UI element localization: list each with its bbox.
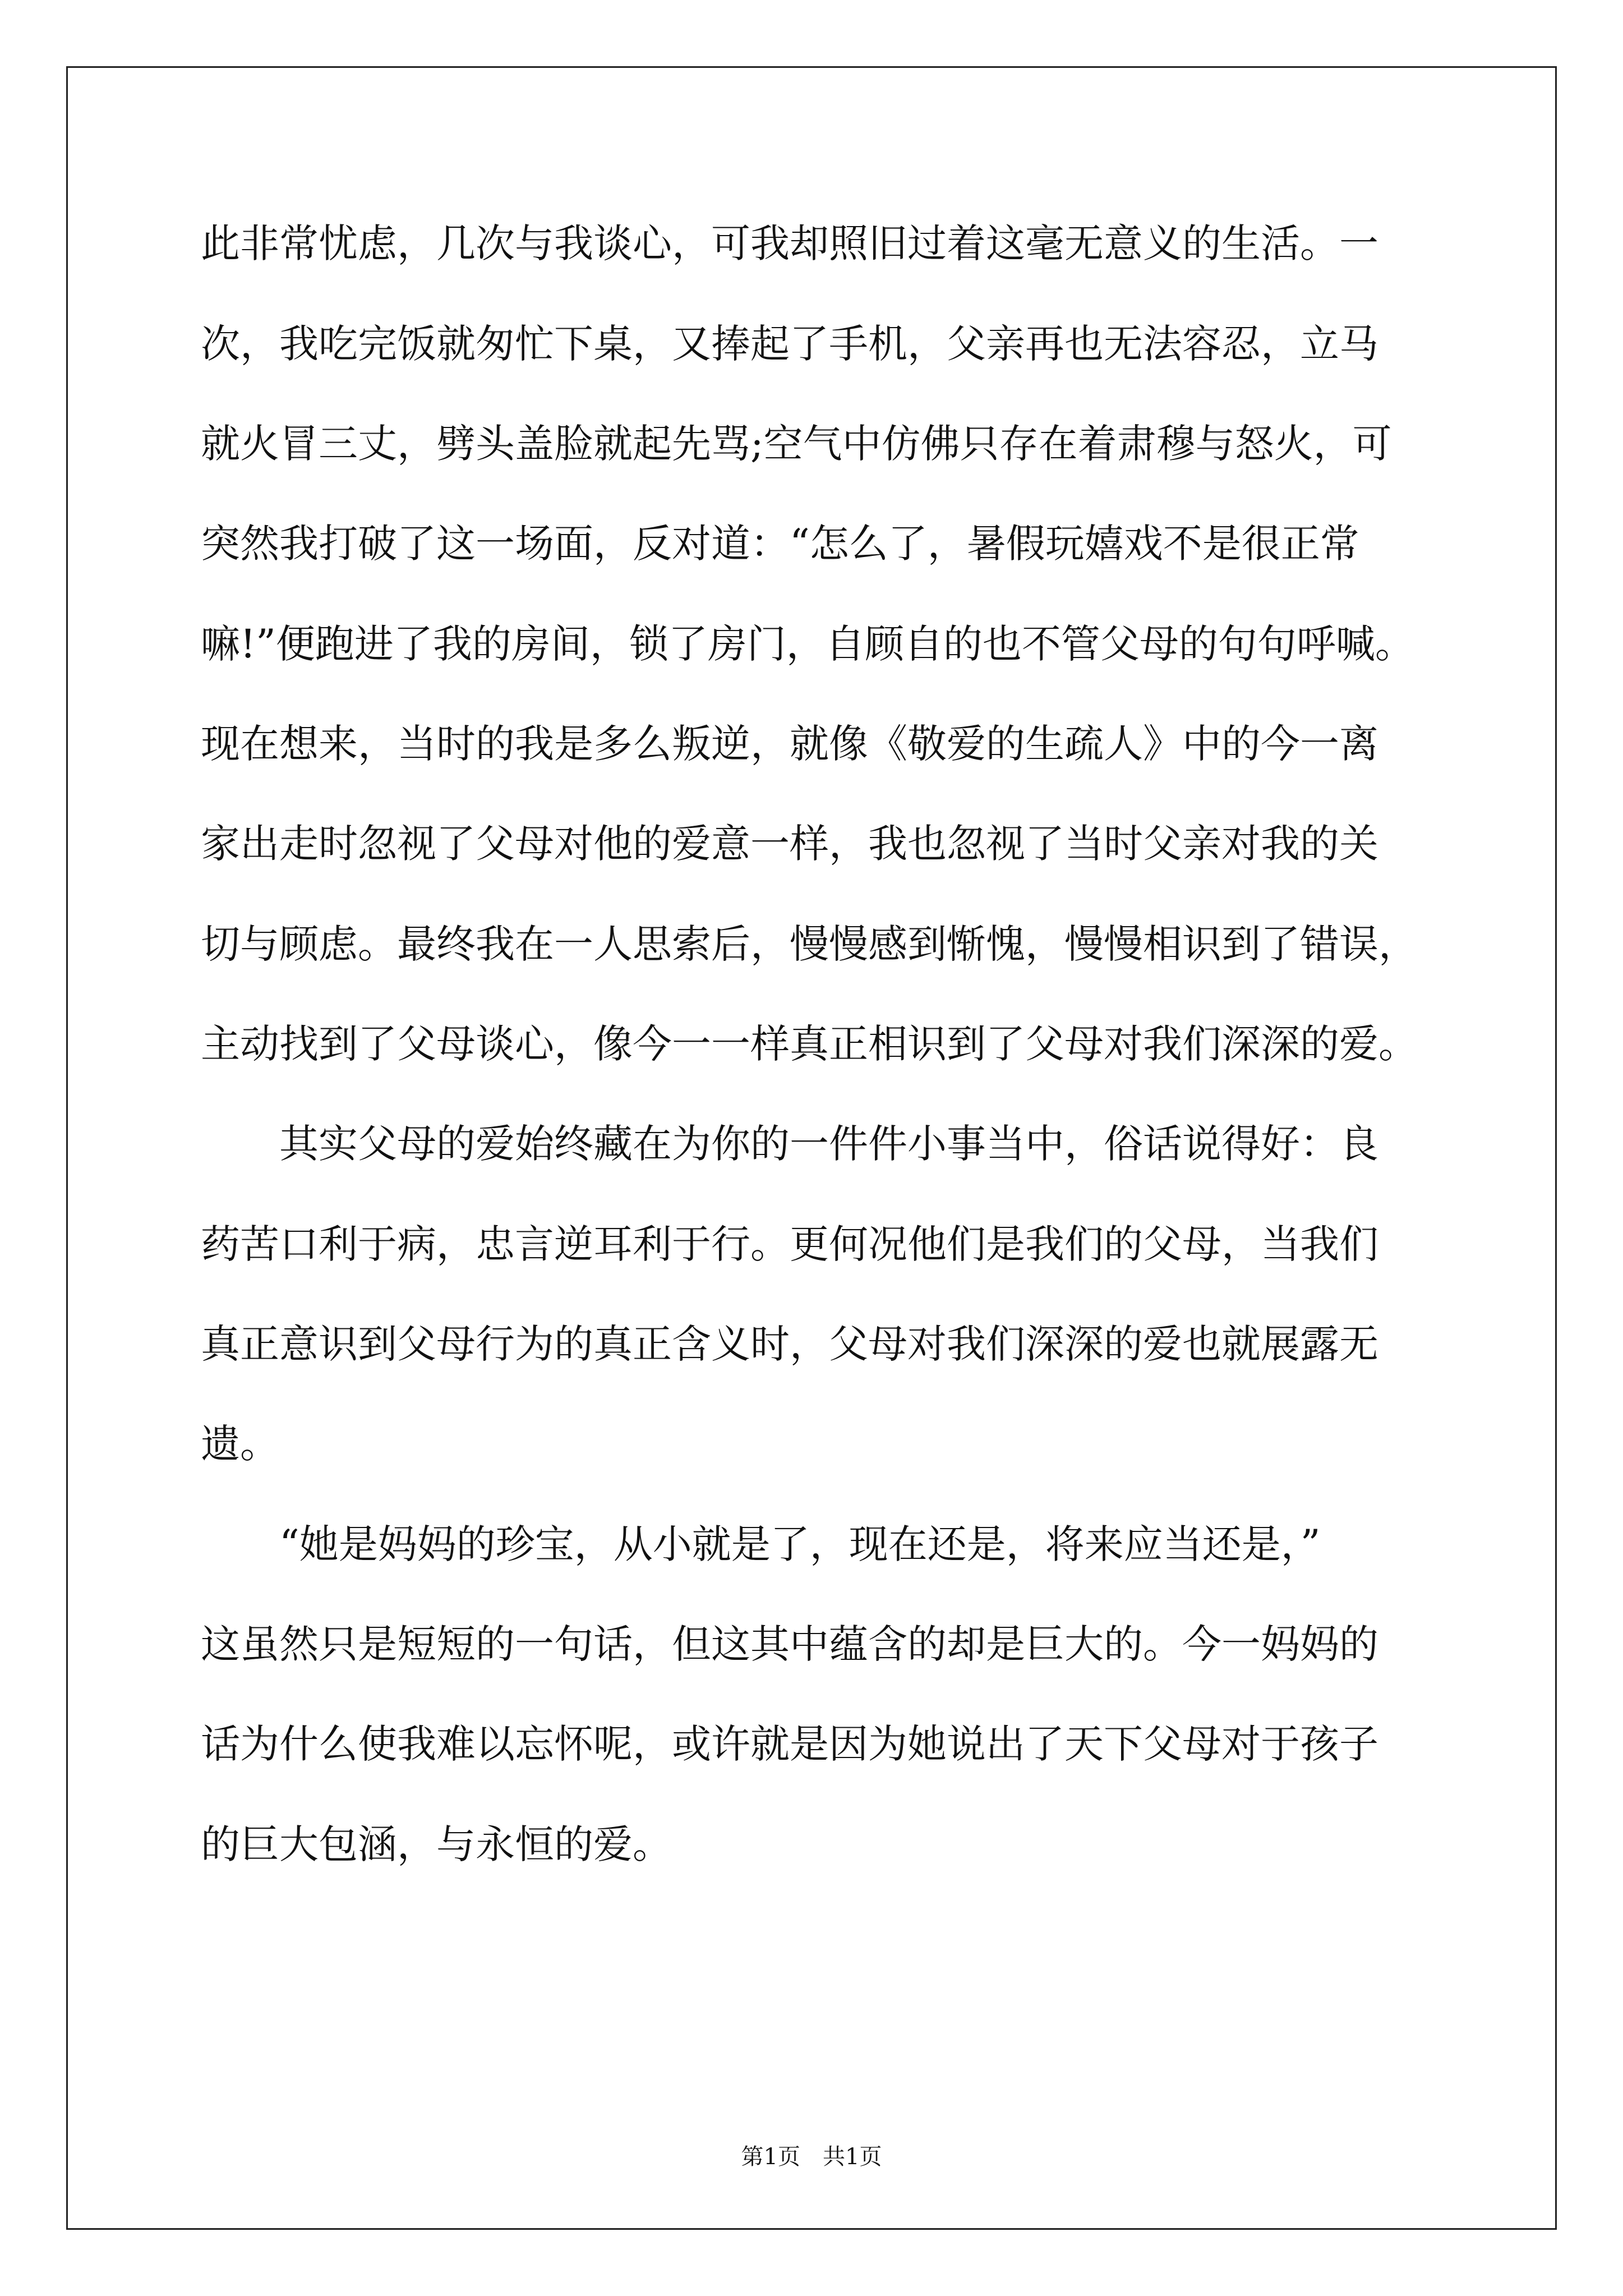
text-line: 真正意识到父母行为的真正含义时，父母对我们深深的爱也就展露无: [201, 1321, 1378, 1367]
text-line: 主动找到了父母谈心，像今一一样真正相识到了父母对我们深深的爱。: [201, 1021, 1418, 1067]
text-line: 就火冒三丈，劈头盖脸就起先骂;空气中仿佛只存在着肃穆与怒火，可: [201, 421, 1392, 467]
page-number-footer: 第1页 共1页: [741, 2144, 882, 2170]
text-line: 的巨大包涵，与永恒的爱。: [201, 1821, 672, 1867]
text-line: 家出走时忽视了父母对他的爱意一样，我也忽视了当时父亲对我的关: [201, 821, 1378, 867]
text-line: 次，我吃完饭就匆忙下桌，又捧起了手机，父亲再也无法容忍，立马: [201, 321, 1378, 367]
text-line: 这虽然只是短短的一句话，但这其中蕴含的却是巨大的。今一妈妈的: [201, 1621, 1378, 1667]
text-line: 遗。: [201, 1421, 279, 1467]
text-line: 药苦口利于病，忠言逆耳利于行。更何况他们是我们的父母，当我们: [201, 1221, 1378, 1267]
text-line: 突然我打破了这一场面，反对道：“怎么了，暑假玩嬉戏不是很正常: [201, 521, 1359, 567]
text-line: “她是妈妈的珍宝，从小就是了，现在还是，将来应当还是，”: [201, 1521, 1321, 1567]
text-line: 其实父母的爱始终藏在为你的一件件小事当中，俗话说得好：良: [201, 1121, 1378, 1167]
text-line: 此非常忧虑，几次与我谈心，可我却照旧过着这毫无意义的生活。一: [201, 220, 1378, 266]
text-line: 现在想来，当时的我是多么叛逆，就像《敬爱的生疏人》中的今一离: [201, 721, 1378, 767]
text-line: 话为什么使我难以忘怀呢，或许就是因为她说出了天下父母对于孩子: [201, 1721, 1378, 1767]
text-line: 嘛!”便跑进了我的房间，锁了房门，自顾自的也不管父母的句句呼喊。: [201, 621, 1414, 667]
text-line: 切与顾虑。最终我在一人思索后，慢慢感到惭愧，慢慢相识到了错误，: [201, 921, 1418, 967]
